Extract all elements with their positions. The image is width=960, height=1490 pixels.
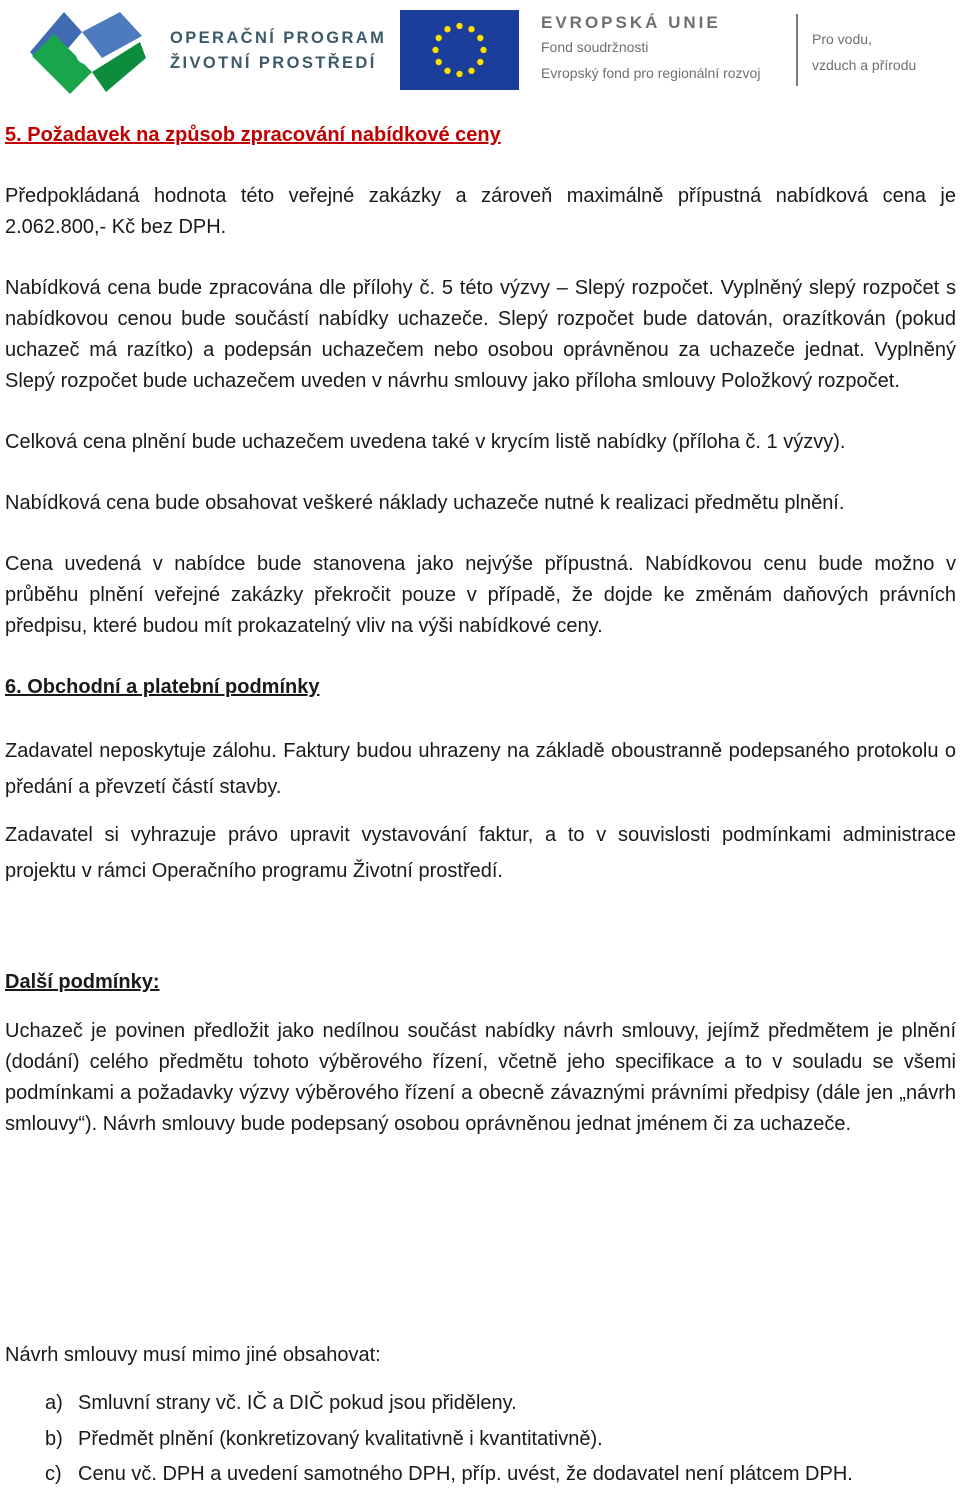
opzp-logo-text bbox=[170, 26, 386, 76]
section5-paragraph-3: Celková cena plnění bude uchazečem uvedena také v krycím listě nabídky (příloha č. 1 výzvy). bbox=[5, 431, 846, 453]
section6-paragraph-2: Zadavatel si vyhrazuje právo upravit vystavování faktur, a to v souvislosti podmínkami administrace projektu v rámci Operačního programu Životní prostředí. bbox=[5, 824, 956, 882]
list-marker: c) bbox=[45, 1463, 62, 1485]
list-item bbox=[45, 1388, 517, 1419]
other-paragraph-2: Návrh smlouvy musí mimo jiné obsahovat: bbox=[5, 1344, 381, 1366]
header-divider bbox=[796, 14, 798, 86]
eu-fund-cohesion: Fond soudržnosti bbox=[541, 39, 649, 55]
list-text: Cenu vč. DPH a uvedení samotného DPH, příp. uvést, že dodavatel není plátcem DPH. bbox=[78, 1463, 853, 1485]
list-text: Smluvní strany vč. IČ a DIČ pokud jsou přiděleny. bbox=[78, 1392, 517, 1414]
list-text: Předmět plnění (konkretizovaný kvalitativně i kvantitativně). bbox=[78, 1428, 603, 1450]
list-marker: a) bbox=[45, 1392, 63, 1414]
list-item bbox=[45, 1459, 853, 1490]
section6-heading: 6. Obchodní a platební podmínky bbox=[5, 676, 320, 698]
motto-line2: vzduch a přírodu bbox=[812, 57, 917, 73]
list-item bbox=[45, 1424, 603, 1455]
eu-flag-icon bbox=[400, 10, 519, 90]
document-body bbox=[5, 120, 956, 1140]
page-header bbox=[0, 0, 960, 110]
section6-paragraph-1: Zadavatel neposkytuje zálohu. Faktury budou uhrazeny na základě oboustranně podepsaného protokolu o předání a převzetí částí stavby. bbox=[5, 740, 956, 798]
motto-line1: Pro vodu, bbox=[812, 31, 872, 47]
opzp-logo-icon bbox=[22, 6, 150, 98]
section5-paragraph-4: Nabídková cena bude obsahovat veškeré náklady uchazeče nutné k realizaci předmětu plnění. bbox=[5, 492, 845, 514]
list-marker: b) bbox=[45, 1428, 63, 1450]
eu-fund-regional: Evropský fond pro regionální rozvoj bbox=[541, 65, 761, 81]
other-paragraph-1: Uchazeč je povinen předložit jako nedílnou součást nabídky návrh smlouvy, jejímž předmětem je plnění (dodání) celého předmětu tohoto výběrového řízení, včetně jeho specifikace a to v souladu se všemi podmínkami a požadavky výzvy výběrového řízení a obecně závaznými právními předpisy (dále jen „návrh smlouvy“). Návrh smlouvy bude podepsaný osobou oprávněnou jednat jménem či za uchazeče. bbox=[5, 1020, 956, 1135]
eu-title: EVROPSKÁ UNIE bbox=[541, 13, 721, 32]
motto bbox=[812, 26, 916, 78]
section5-paragraph-5: Cena uvedená v nabídce bude stanovena jako nejvýše přípustná. Nabídkovou cenu bude možno v průběhu plnění veřejné zakázky překročit pouze v případě, že dojde ke změnám daňových právních předpisu, které budou mít prokazatelný vliv na výši nabídkové ceny. bbox=[5, 553, 956, 637]
op-line2: ŽIVOTNÍ PROSTŘEDÍ bbox=[170, 54, 377, 72]
contract-requirements-intro bbox=[5, 1340, 956, 1371]
eu-logo-text bbox=[541, 12, 760, 86]
section5-paragraph-1: Předpokládaná hodnota této veřejné zakázky a zároveň maximálně přípustná nabídková cena je 2.062.800,- Kč bez DPH. bbox=[5, 185, 956, 238]
op-line1: OPERAČNÍ PROGRAM bbox=[170, 29, 387, 47]
other-conditions-heading: Další podmínky: bbox=[5, 971, 160, 993]
section5-heading: 5. Požadavek na způsob zpracování nabídkové ceny bbox=[5, 124, 501, 146]
section5-paragraph-2: Nabídková cena bude zpracována dle přílohy č. 5 této výzvy – Slepý rozpočet. Vyplněný slepý rozpočet s nabídkovou cenou bude součástí nabídky uchazeče. Slepý rozpočet bude datován, orazítkován (pokud uchazeč má razítko) a podepsán uchazečem nebo osobou oprávněnou za uchazeče jednat. Vyplněný Slepý rozpočet bude uchazečem uveden v návrhu smlouvy jako příloha smlouvy Položkový rozpočet. bbox=[5, 277, 956, 392]
